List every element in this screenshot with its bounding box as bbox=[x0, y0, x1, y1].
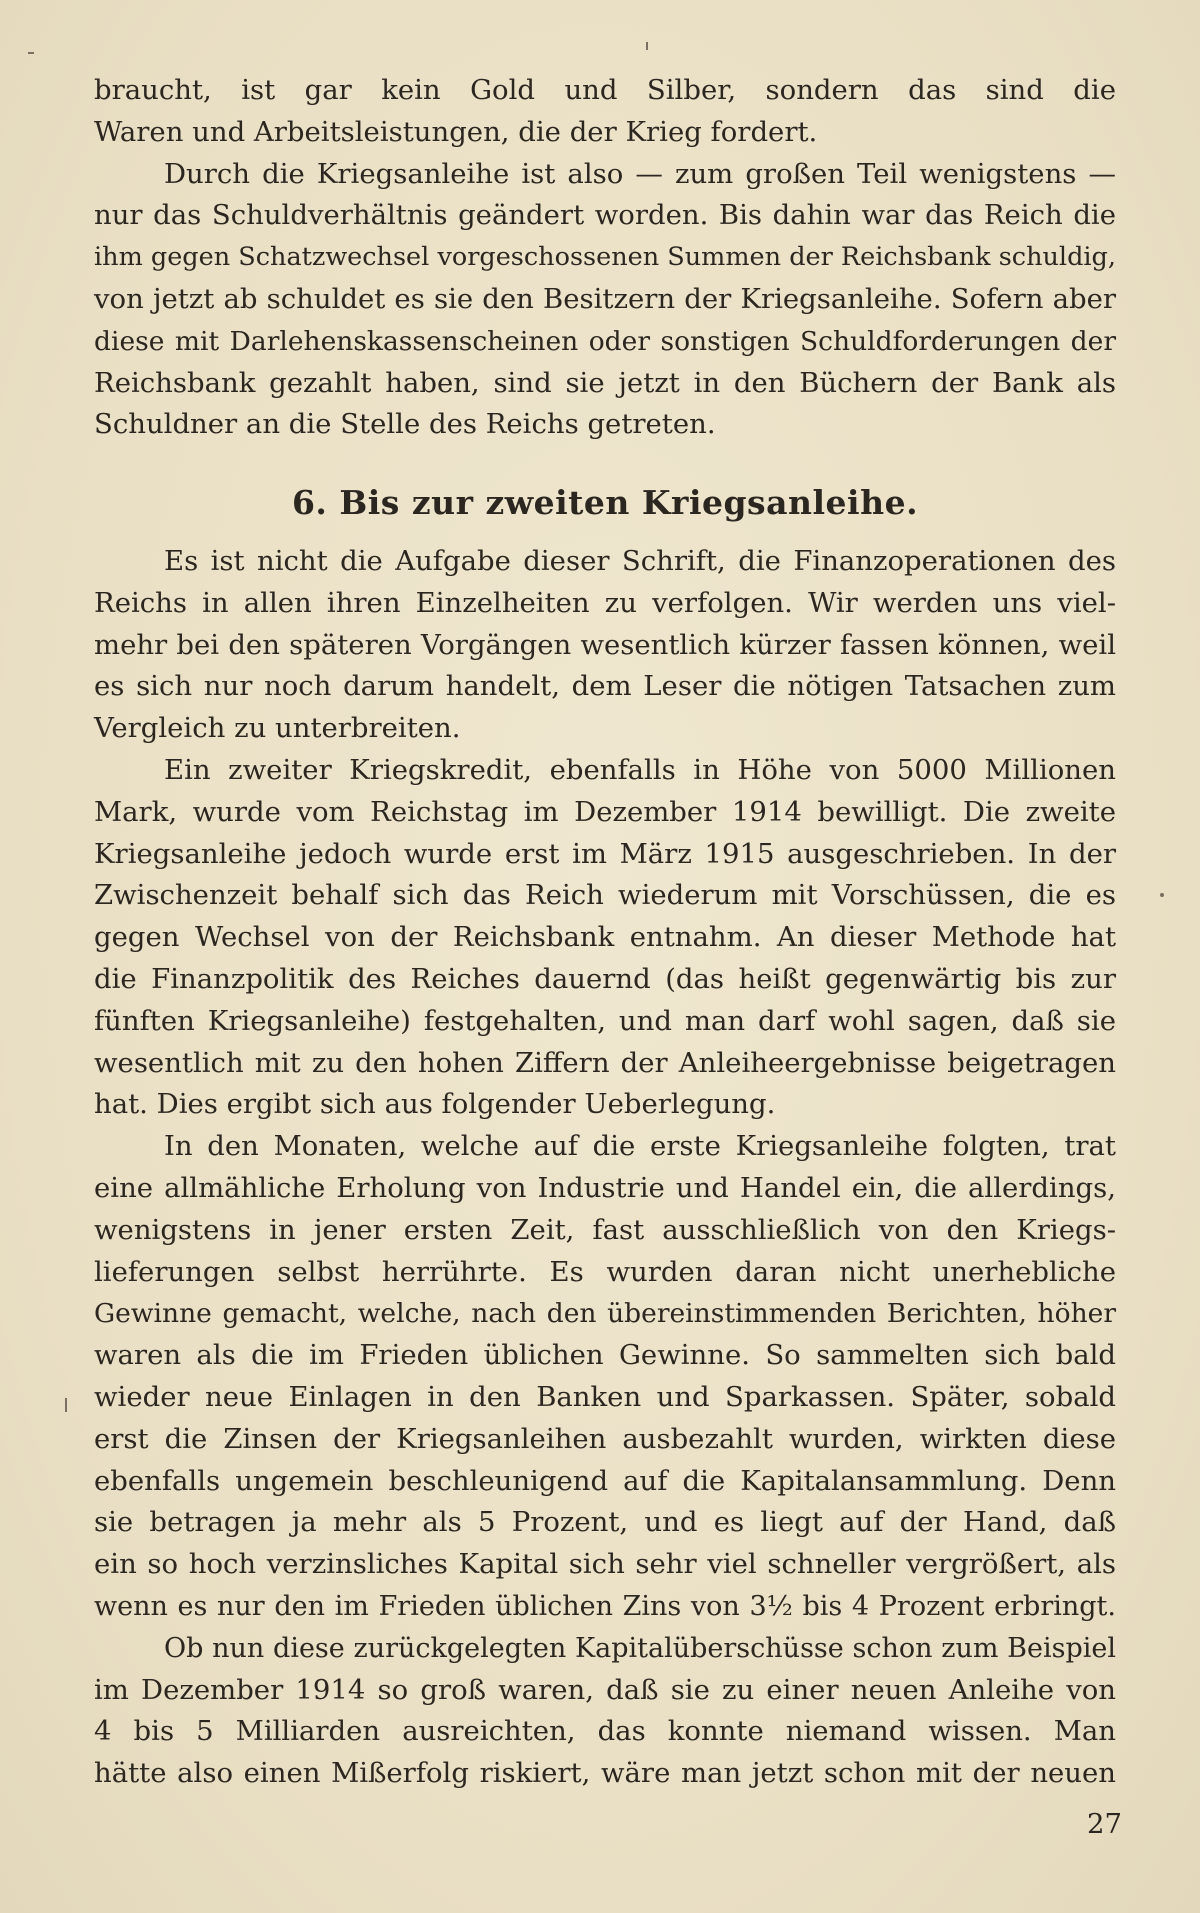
text-line: im Dezember 1914 so groß waren, daß sie zu einer neuen Anleihe von bbox=[94, 1673, 1116, 1706]
text-line: es sich nur noch darum handelt, dem Leser die nötigen Tatsachen zum bbox=[94, 670, 1116, 703]
text-line: Kriegsanleihe jedoch wurde erst im März 1915 ausgeschrieben. In der bbox=[94, 837, 1116, 870]
text-line: diese mit Darlehenskassenscheinen oder sonstigen Schuldforderungen der bbox=[94, 325, 1116, 357]
text-line: 4 bis 5 Milliarden ausreichten, das konnte niemand wissen. Man bbox=[94, 1715, 1116, 1748]
text-line: erst die Zinsen der Kriegsanleihen ausbezahlt wurden, wirkten diese bbox=[94, 1422, 1116, 1455]
text-line: Waren und Arbeitsleistungen, die der Krieg fordert. bbox=[94, 115, 818, 148]
text-line: hat. Dies ergibt sich aus folgender Ueberlegung. bbox=[94, 1088, 776, 1121]
paragraph-block-after-heading bbox=[94, 541, 1116, 1795]
text-line: wieder neue Einlagen in den Banken und Sparkassen. Später, sobald bbox=[94, 1380, 1116, 1413]
text-line: braucht, ist gar kein Gold und Silber, sondern das sind die bbox=[94, 74, 1116, 106]
text-line: Durch die Kriegsanleihe ist also — zum großen Teil wenigstens — bbox=[164, 157, 1116, 190]
print-speck bbox=[646, 42, 648, 50]
text-line: Reichsbank gezahlt haben, sind sie jetzt in den Büchern der Bank als bbox=[94, 366, 1116, 399]
text-line: Zwischenzeit behalf sich das Reich wiederum mit Vorschüssen, die es bbox=[94, 879, 1116, 912]
text-line: nur das Schuldverhältnis geändert worden. Bis dahin war das Reich die bbox=[94, 199, 1116, 232]
text-line: Ob nun diese zurückgelegten Kapitalüberschüsse schon zum Beispiel bbox=[164, 1632, 1116, 1664]
text-line: Reichs in allen ihren Einzelheiten zu verfolgen. Wir werden uns viel- bbox=[94, 586, 1116, 619]
text-line: Es ist nicht die Aufgabe dieser Schrift, die Finanzoperationen des bbox=[164, 545, 1116, 577]
text-line: mehr bei den späteren Vorgängen wesentlich kürzer fassen können, weil bbox=[94, 628, 1116, 661]
text-line: gegen Wechsel von der Reichsbank entnahm. An dieser Methode hat bbox=[94, 921, 1116, 954]
paragraph-block-before-heading bbox=[94, 70, 1116, 446]
text-line: sie betragen ja mehr als 5 Prozent, und es liegt auf der Hand, daß bbox=[94, 1506, 1116, 1539]
print-speck bbox=[65, 1398, 67, 1412]
text-line: Ein zweiter Kriegskredit, ebenfalls in Höhe von 5000 Millionen bbox=[164, 753, 1116, 786]
page-number: 27 bbox=[1087, 1808, 1122, 1840]
text-line: eine allmähliche Erholung von Industrie und Handel ein, die allerdings, bbox=[94, 1171, 1116, 1204]
text-line: wesentlich mit zu den hohen Ziffern der Anleiheergebnisse beigetragen bbox=[94, 1046, 1116, 1079]
text-line: die Finanzpolitik des Reiches dauernd (das heißt gegenwärtig bis zur bbox=[94, 962, 1116, 995]
text-line: hätte also einen Mißerfolg riskiert, wäre man jetzt schon mit der neuen bbox=[94, 1757, 1116, 1790]
section-heading: 6. Bis zur zweiten Kriegsanleihe. bbox=[291, 483, 919, 522]
text-line: fünften Kriegsanleihe) festgehalten, und man darf wohl sagen, daß sie bbox=[94, 1004, 1116, 1037]
print-speck bbox=[28, 52, 34, 54]
text-line: wenn es nur den im Frieden üblichen Zins von 3½ bis 4 Prozent erbringt. bbox=[94, 1590, 1116, 1622]
text-line: waren als die im Frieden üblichen Gewinne. So sammelten sich bald bbox=[94, 1339, 1116, 1372]
text-line: lieferungen selbst herrührte. Es wurden daran nicht unerhebliche bbox=[94, 1255, 1116, 1288]
text-line: Gewinne gemacht, welche, nach den übereinstimmenden Berichten, höher bbox=[94, 1298, 1116, 1330]
text-line: von jetzt ab schuldet es sie den Besitzern der Kriegsanleihe. Sofern aber bbox=[94, 282, 1116, 315]
text-line: ein so hoch verzinsliches Kapital sich sehr viel schneller vergrößert, als bbox=[94, 1548, 1116, 1581]
text-line: Vergleich zu unterbreiten. bbox=[94, 712, 461, 745]
text-line: In den Monaten, welche auf die erste Kriegsanleihe folgten, trat bbox=[164, 1130, 1116, 1163]
print-speck bbox=[1160, 893, 1164, 897]
text-line: ebenfalls ungemein beschleunigend auf die Kapitalansammlung. Denn bbox=[94, 1464, 1116, 1497]
text-line: ihm gegen Schatzwechsel vorgeschossenen Summen der Reichsbank schuldig, bbox=[94, 242, 1116, 273]
text-line: Mark, wurde vom Reichstag im Dezember 1914 bewilligt. Die zweite bbox=[94, 795, 1116, 828]
text-line: Schuldner an die Stelle des Reichs getreten. bbox=[94, 408, 716, 441]
text-line: wenigstens in jener ersten Zeit, fast ausschließlich von den Kriegs- bbox=[94, 1213, 1116, 1246]
